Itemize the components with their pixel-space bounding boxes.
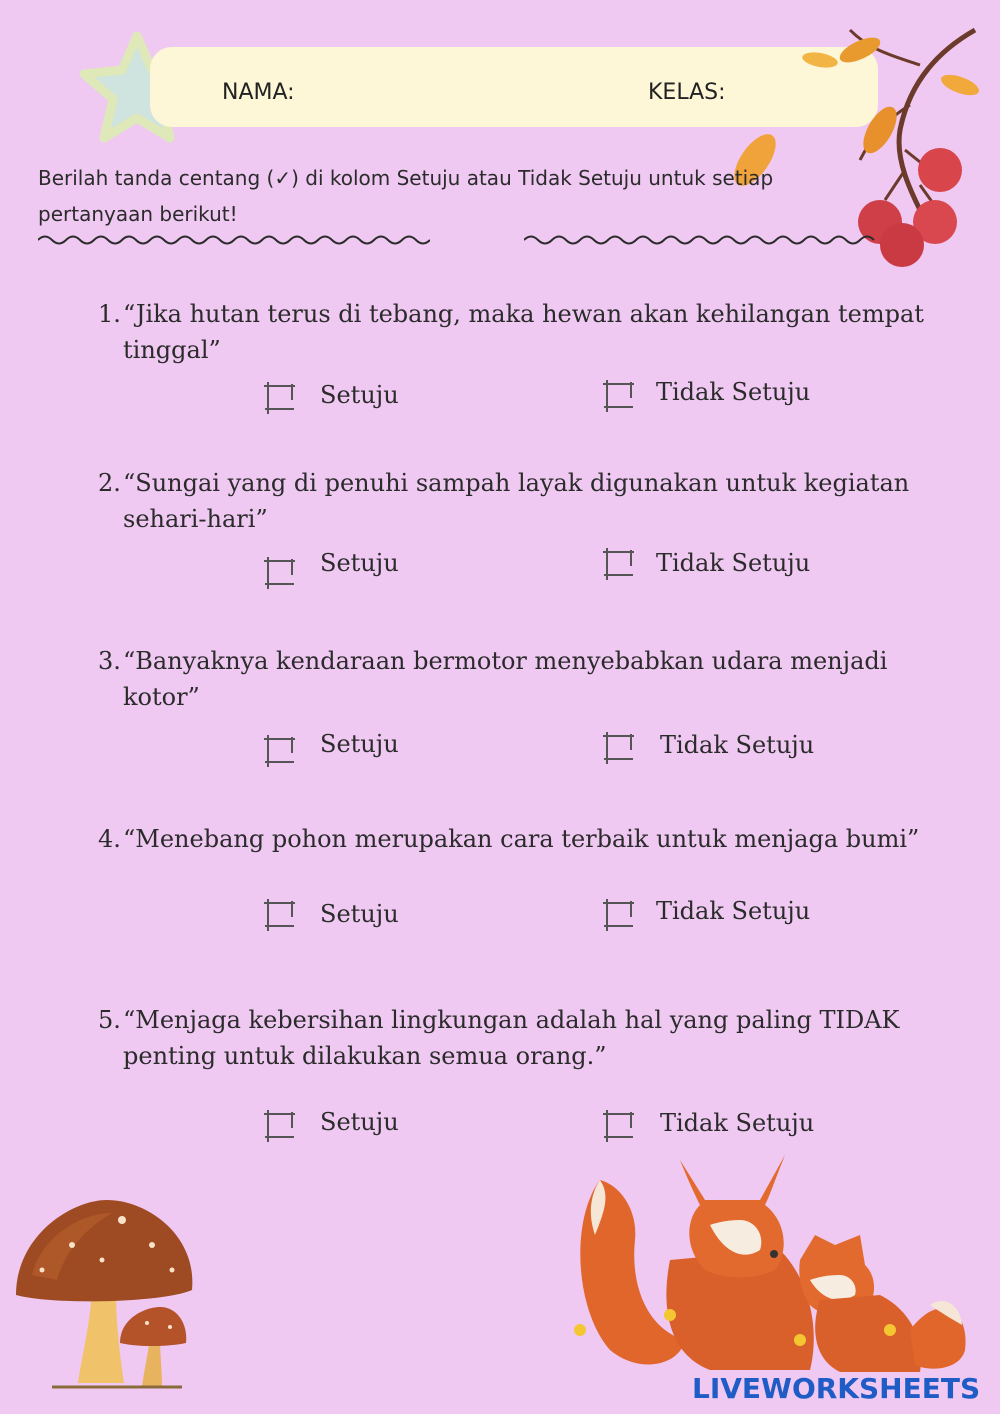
question-4 bbox=[98, 821, 928, 857]
option-setuju-4: Setuju bbox=[320, 900, 399, 928]
option-tidak-setuju-3: Tidak Setuju bbox=[660, 731, 815, 759]
option-tidak-setuju-4: Tidak Setuju bbox=[656, 897, 811, 925]
question-number: 4. bbox=[98, 825, 121, 853]
question-line-2: kotor” bbox=[123, 683, 200, 711]
checkbox-setuju-1[interactable] bbox=[262, 380, 298, 416]
instruction-line-1: Berilah tanda centang (✓) di kolom Setuju atau Tidak Setuju untuk setiap bbox=[38, 166, 774, 190]
checkbox-tidak-setuju-2[interactable] bbox=[601, 546, 637, 582]
option-tidak-setuju-2: Tidak Setuju bbox=[656, 549, 811, 577]
question-line-1: “Banyaknya kendaraan bermotor menyebabkan udara menjadi bbox=[123, 647, 888, 675]
option-tidak-setuju-1: Tidak Setuju bbox=[656, 378, 811, 406]
checkbox-tidak-setuju-4[interactable] bbox=[601, 897, 637, 933]
checkbox-setuju-3[interactable] bbox=[262, 733, 298, 769]
checkbox-setuju-2[interactable] bbox=[262, 555, 298, 591]
checkbox-setuju-5[interactable] bbox=[262, 1108, 298, 1144]
option-tidak-setuju-5: Tidak Setuju bbox=[660, 1109, 815, 1137]
checkbox-tidak-setuju-3[interactable] bbox=[601, 730, 637, 766]
question-line-1: “Jika hutan terus di tebang, maka hewan akan kehilangan tempat bbox=[123, 300, 924, 328]
wavy-divider-right bbox=[524, 232, 884, 248]
fox-illustration bbox=[560, 1140, 990, 1380]
name-label: NAMA: bbox=[222, 80, 295, 105]
question-2 bbox=[98, 465, 928, 537]
question-number: 5. bbox=[98, 1006, 121, 1034]
question-line-2: penting untuk dilakukan semua orang.” bbox=[123, 1042, 607, 1070]
option-setuju-5: Setuju bbox=[320, 1108, 399, 1136]
class-label: KELAS: bbox=[648, 80, 726, 105]
wavy-divider-left bbox=[38, 232, 430, 248]
question-line-2: tinggal” bbox=[123, 336, 221, 364]
checkbox-tidak-setuju-5[interactable] bbox=[601, 1108, 637, 1144]
question-line-2: sehari-hari” bbox=[123, 505, 268, 533]
mushroom-illustration bbox=[12, 1195, 202, 1395]
question-number: 1. bbox=[98, 300, 121, 328]
checkbox-setuju-4[interactable] bbox=[262, 897, 298, 933]
question-5 bbox=[98, 1002, 928, 1074]
instruction-text bbox=[38, 160, 858, 232]
question-number: 2. bbox=[98, 469, 121, 497]
question-number: 3. bbox=[98, 647, 121, 675]
option-setuju-2: Setuju bbox=[320, 549, 399, 577]
option-setuju-1: Setuju bbox=[320, 381, 399, 409]
liveworksheets-watermark: LIVEWORKSHEETS bbox=[692, 1372, 981, 1405]
question-3 bbox=[98, 643, 928, 715]
question-line-1: “Sungai yang di penuhi sampah layak digunakan untuk kegiatan bbox=[123, 469, 910, 497]
instruction-line-2: pertanyaan berikut! bbox=[38, 202, 238, 226]
question-1 bbox=[98, 296, 928, 368]
question-line-1: “Menebang pohon merupakan cara terbaik untuk menjaga bumi” bbox=[123, 825, 920, 853]
question-line-1: “Menjaga kebersihan lingkungan adalah hal yang paling TIDAK bbox=[123, 1006, 900, 1034]
option-setuju-3: Setuju bbox=[320, 730, 399, 758]
checkbox-tidak-setuju-1[interactable] bbox=[601, 378, 637, 414]
